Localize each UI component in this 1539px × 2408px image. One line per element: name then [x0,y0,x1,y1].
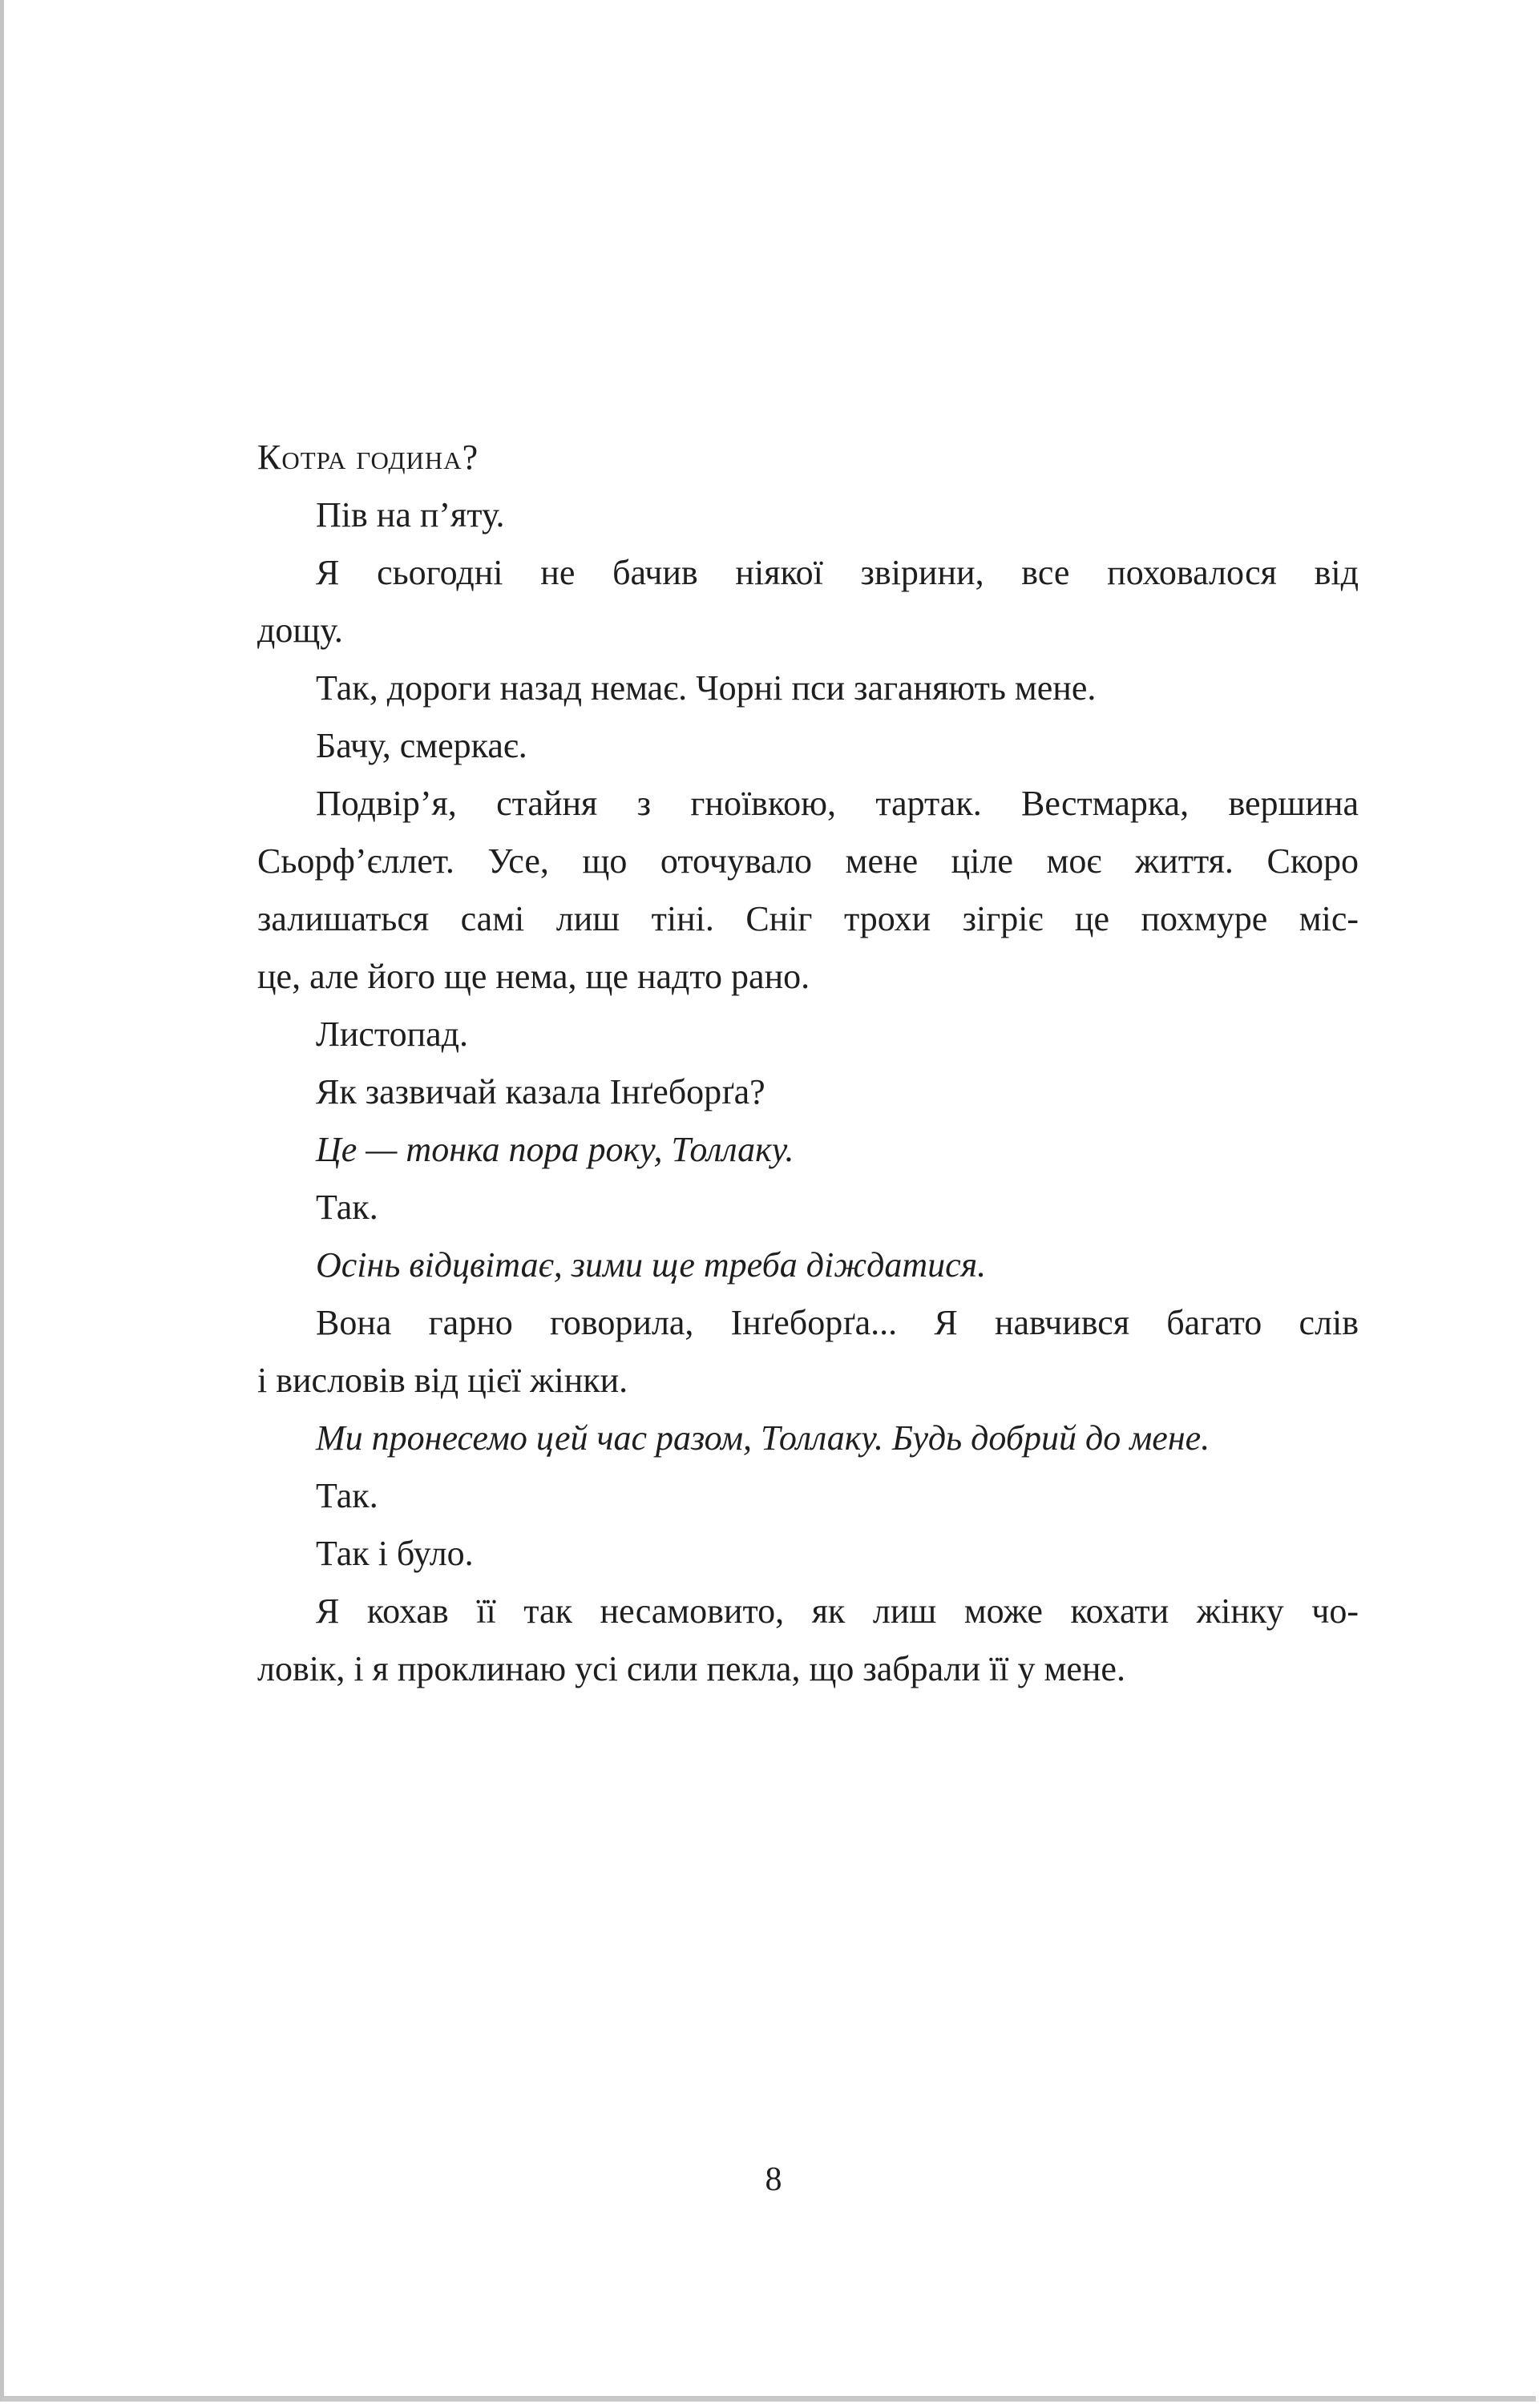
paragraph-line: залишаться самі лиш тіні. Сніг трохи зігріє це похмуре міс- [257,899,1359,938]
paragraph-line: ловік, і я проклинаю усі сили пекла, що забрали її у мене. [257,1649,1125,1688]
paragraph-line: Я сьогодні не бачив ніякої звірини, все поховалося від [316,553,1359,592]
paragraph-line: Вона гарно говорила, Інґеборґа... Я навчився багато слів [316,1303,1359,1342]
paragraph-line: Подвір’я, стайня з гноївкою, тартак. Вестмарка, вершина [316,784,1359,823]
paragraph-line: Я кохав її так несамовито, як лиш може кохати жінку чо- [316,1591,1359,1631]
page-number: 8 [765,2161,782,2198]
paragraph-line: Бачу, смеркає. [316,726,527,765]
paragraph-line: Сьорф’єллет. Усе, що оточувало мене ціле моє життя. Скоро [257,841,1359,881]
paragraph-line: Це — тонка пора року, Толлаку. [316,1130,794,1169]
paragraph-line: Так, дороги назад немає. Чорні пси заганяють мене. [316,668,1097,708]
paragraph-line: Осінь відцвітає, зими ще треба діждатися. [316,1245,987,1285]
paragraph-line: дощу. [257,611,343,650]
paragraph-line: і висловів від цієї жінки. [257,1361,628,1400]
paragraph-line: Листопад. [316,1014,469,1054]
section-heading: Котра година? [257,438,479,477]
paragraph-line: Ми пронесемо цей час разом, Толлаку. Будь добрий до мене. [316,1418,1210,1458]
paragraph-line: Так. [316,1476,378,1515]
paragraph-line: Як зазвичай казала Інґеборґа? [316,1072,765,1111]
paragraph-line: Пів на п’яту. [316,495,505,534]
paragraph-line: це, але його ще нема, ще надто рано. [257,957,810,996]
paragraph-line: Так. [316,1188,378,1227]
body-text [257,429,1359,1698]
paragraph-line: Так і було. [316,1534,474,1573]
